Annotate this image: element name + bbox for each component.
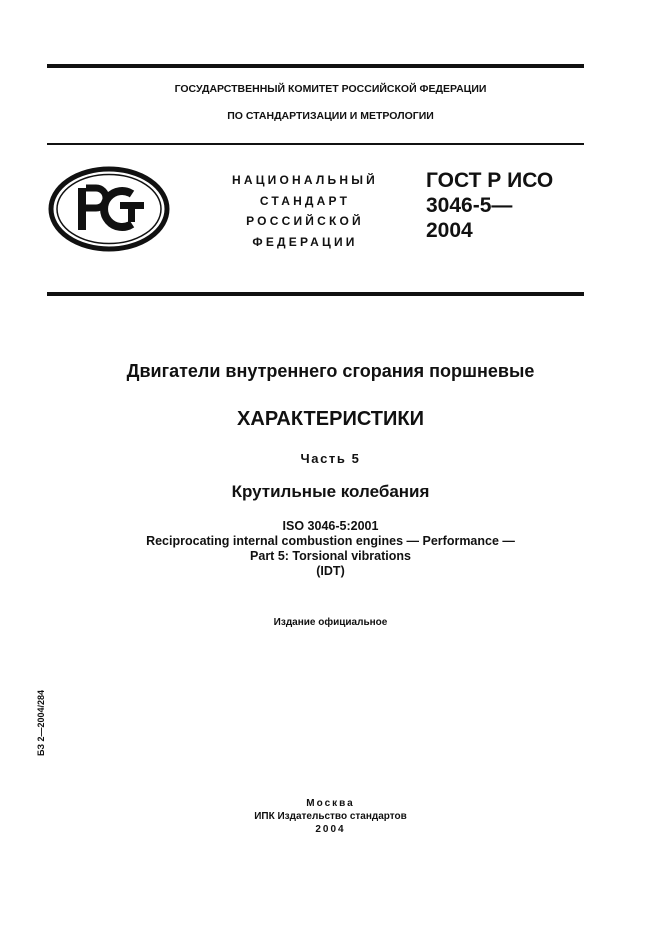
side-note: БЗ 2—2004/284 [36, 689, 46, 756]
national-standard-line: НАЦИОНАЛЬНЫЙ [231, 173, 379, 187]
publisher-city: Москва [306, 798, 355, 809]
national-standard-line: РОССИЙСКОЙ [246, 214, 364, 228]
national-standard-line: СТАНДАРТ [259, 193, 351, 208]
designation-line: 3046-5— [426, 194, 513, 217]
national-standard-line: ФЕДЕРАЦИИ [252, 234, 358, 249]
committee-line-2: ПО СТАНДАРТИЗАЦИИ И МЕТРОЛОГИИ [227, 110, 434, 122]
part-title: Крутильные колебания [231, 482, 430, 501]
document-subtitle: ХАРАКТЕРИСТИКИ [237, 408, 424, 430]
gost-r-certification-mark-icon [48, 166, 170, 252]
iso-title-line: Reciprocating internal combustion engines — Performance — [146, 534, 515, 548]
publisher-name: ИПК Издательство стандартов [254, 811, 407, 822]
iso-reference [0, 519, 661, 579]
iso-idt: (IDT) [316, 564, 345, 578]
committee-line-1: ГОСУДАРСТВЕННЫЙ КОМИТЕТ РОССИЙСКОЙ ФЕДЕРАЦИИ [174, 83, 487, 95]
top-rule [47, 64, 584, 68]
publisher-year: 2004 [315, 824, 346, 835]
iso-number: ISO 3046-5:2001 [282, 519, 379, 533]
part-number: Часть 5 [300, 451, 361, 466]
standard-designation [426, 168, 553, 243]
edition-note: Издание официальное [273, 617, 388, 628]
designation-line: ГОСТ Р ИСО [426, 169, 554, 192]
lower-rule [47, 292, 584, 296]
iso-title-line: Part 5: Torsional vibrations [250, 549, 411, 563]
middle-rule [47, 143, 584, 145]
national-standard-block [205, 170, 405, 252]
designation-line: 2004 [426, 219, 473, 242]
document-title: Двигатели внутреннего сгорания поршневые [126, 361, 535, 381]
